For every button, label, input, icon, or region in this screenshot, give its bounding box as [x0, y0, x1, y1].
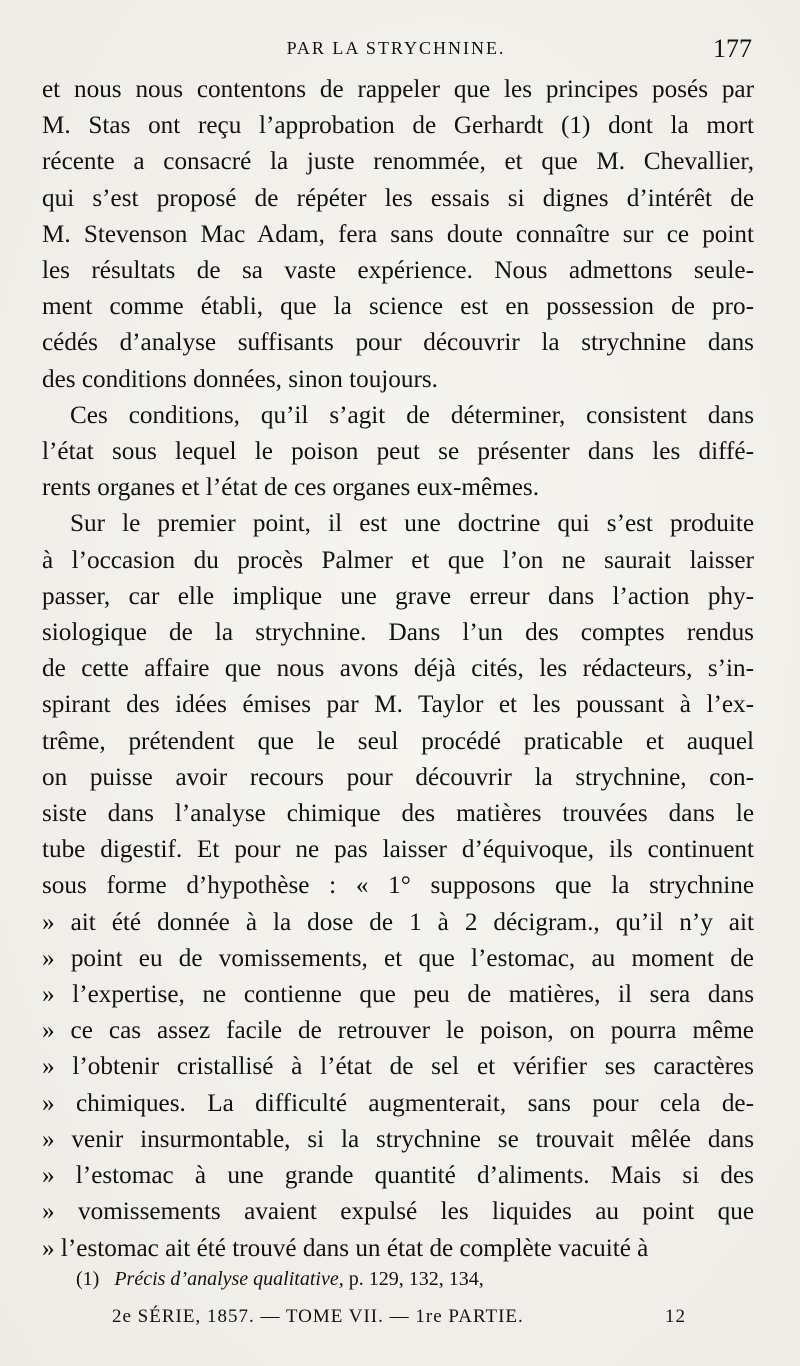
- text-line: » chimiques. La difficulté augmenterait, sans pour cela de-: [42, 1089, 754, 1117]
- footnote-title: Précis d’analyse qualitative,: [114, 1268, 344, 1290]
- footnote: [76, 1266, 484, 1292]
- text-line: les résultats de sa vaste expérience. Nous admettons seule-: [42, 257, 754, 285]
- text-line: on puisse avoir recours pour découvrir la strychnine, con-: [42, 763, 754, 791]
- footnote-pages: p. 129, 132, 134,: [348, 1268, 484, 1290]
- text-line: passer, car elle implique une grave erreur dans l’action phy-: [42, 582, 754, 610]
- printer-signature: [112, 1304, 686, 1330]
- text-line: l’état sous lequel le poison peut se présenter dans les diffé-: [42, 438, 754, 466]
- text-line: » l’expertise, ne contienne que peu de matières, il sera dans: [42, 981, 754, 1009]
- text-line: M. Stas ont reçu l’approbation de Gerhardt (1) dont la mort: [42, 112, 754, 140]
- running-head: PAR LA STRYCHNINE.: [286, 38, 506, 58]
- text-line: » l’estomac ait été trouvé dans un état de complète vacuité à: [42, 1234, 649, 1262]
- text-line: rents organes et l’état de ces organes eux-mêmes.: [42, 474, 540, 502]
- text-line: à l’occasion du procès Palmer et que l’on ne saurait laisser: [42, 546, 754, 574]
- paragraph: [42, 506, 754, 1266]
- text-line: M. Stevenson Mac Adam, fera sans doute connaître sur ce point: [42, 220, 754, 248]
- text-line: cédés d’analyse suffisants pour découvrir la strychnine dans: [42, 329, 754, 357]
- text-line: Ces conditions, qu’il s’agit de déterminer, consistent dans: [70, 401, 754, 429]
- text-line: tube digestif. Et pour ne pas laisser d’équivoque, ils continuent: [42, 836, 754, 864]
- signature-number: 12: [665, 1306, 686, 1327]
- text-line: qui s’est proposé de répéter les essais si dignes d’intérêt de: [42, 184, 754, 212]
- text-line: » vomissements avaient expulsé les liquides au point que: [42, 1198, 754, 1226]
- text-line: » ce cas assez facile de retrouver le poison, on pourra même: [42, 1017, 754, 1045]
- signature-series: 2e SÉRIE, 1857. — TOME VII. — 1re PARTIE.: [112, 1306, 524, 1327]
- text-line: » venir insurmontable, si la strychnine se trouvait mêlée dans: [42, 1125, 754, 1153]
- text-line: siste dans l’analyse chimique des matières trouvées dans le: [42, 800, 754, 828]
- text-line: récente a consacré la juste renommée, et que M. Chevallier,: [42, 148, 754, 176]
- text-line: Sur le premier point, il est une doctrine qui s’est produite: [70, 510, 754, 538]
- text-line: et nous nous contentons de rappeler que les principes posés par: [42, 76, 754, 103]
- text-line: » l’obtenir cristallisé à l’état de sel et vérifier ses caractères: [42, 1053, 754, 1081]
- text-line: » l’estomac à une grande quantité d’aliments. Mais si des: [42, 1162, 754, 1190]
- page-header: [40, 34, 752, 74]
- footnote-mark: (1): [76, 1268, 100, 1290]
- text-line: des conditions données, sinon toujours.: [42, 365, 438, 393]
- text-line: de cette affaire que nous avons déjà cités, les rédacteurs, s’in-: [42, 655, 754, 683]
- page-number: 177: [713, 34, 752, 63]
- paragraph: [42, 398, 754, 507]
- text-line: sous forme d’hypothèse : « 1° supposons que la strychnine: [42, 872, 754, 900]
- text-line: spirant des idées émises par M. Taylor et les poussant à l’ex-: [42, 691, 754, 719]
- text-line: » point eu de vomissements, et que l’estomac, au moment de: [42, 944, 754, 972]
- text-line: » ait été donnée à la dose de 1 à 2 décigram., qu’il n’y ait: [42, 908, 754, 936]
- text-line: siologique de la strychnine. Dans l’un des comptes rendus: [42, 619, 754, 647]
- body-text: [42, 72, 754, 1267]
- text-line: ment comme établi, que la science est en possession de pro-: [42, 293, 754, 321]
- text-line: trême, prétendent que le seul procédé praticable et auquel: [42, 727, 754, 755]
- paragraph: [42, 72, 754, 398]
